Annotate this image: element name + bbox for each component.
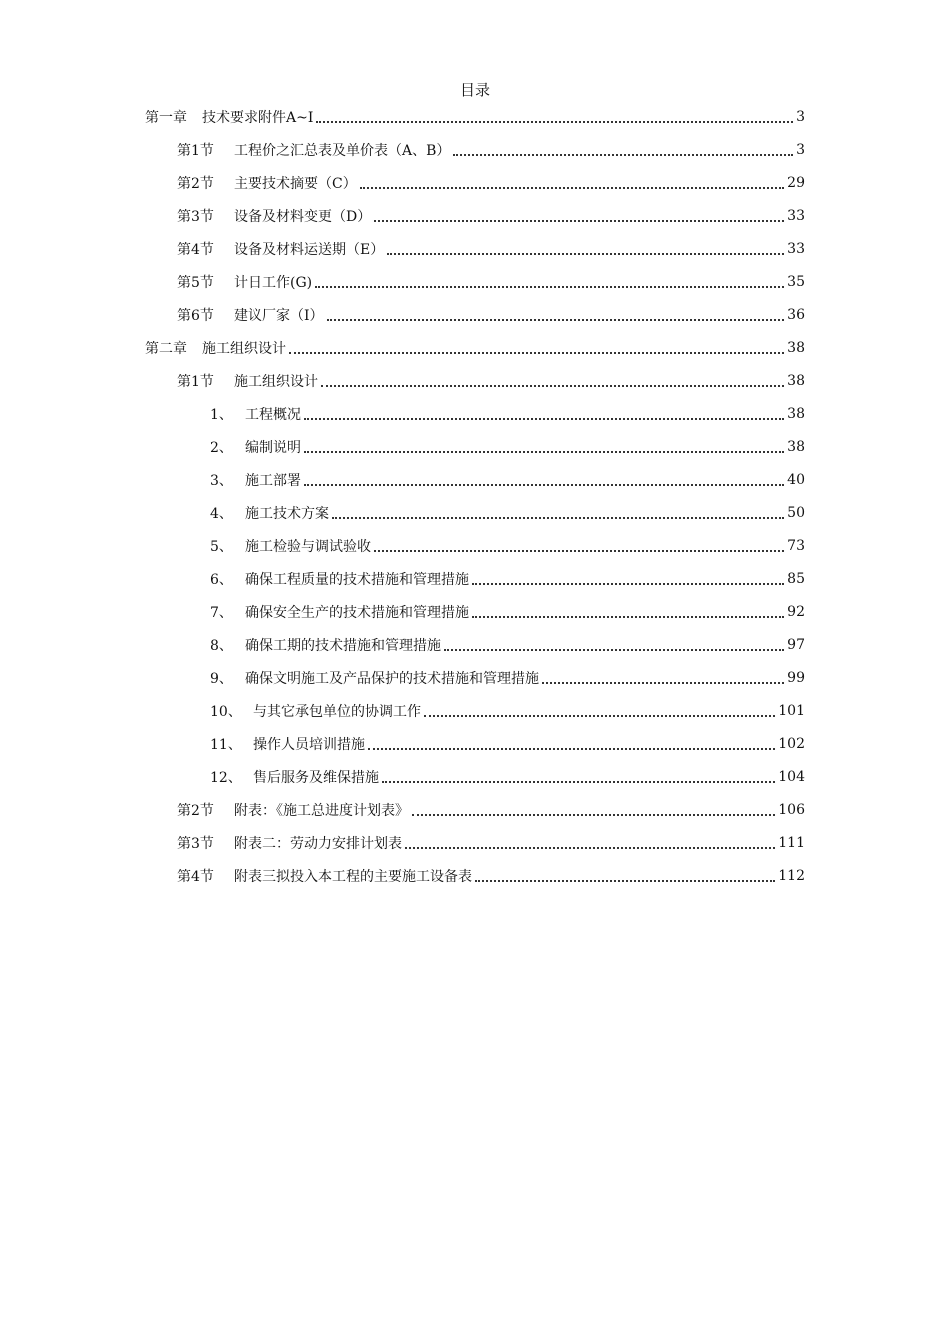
entry-page: 3 bbox=[796, 108, 805, 125]
entry-number: 9、 bbox=[210, 670, 233, 687]
entry-text: 附表三拟投入本工程的主要施工设备表 bbox=[234, 868, 472, 885]
entry-page: 3 bbox=[796, 141, 805, 158]
entry-text: 附表二：劳动力安排计划表 bbox=[234, 835, 402, 852]
dot-leader bbox=[360, 187, 784, 189]
entry-number: 第二章 bbox=[145, 340, 187, 357]
entry-page: 101 bbox=[778, 702, 805, 719]
entry-page: 50 bbox=[787, 504, 805, 521]
dot-leader bbox=[327, 319, 785, 321]
entry-text: 售后服务及维保措施 bbox=[253, 769, 379, 786]
dot-leader bbox=[316, 121, 793, 123]
entry-text: 操作人员培训措施 bbox=[253, 736, 365, 753]
entry-number: 第5节 bbox=[177, 274, 214, 291]
toc-entry[interactable] bbox=[210, 628, 805, 661]
entry-number: 第1节 bbox=[177, 373, 214, 390]
entry-number: 5、 bbox=[210, 538, 233, 555]
entry-number: 7、 bbox=[210, 604, 233, 621]
toc-title: 目录 bbox=[459, 81, 490, 99]
dot-leader bbox=[374, 220, 784, 222]
dot-leader bbox=[387, 253, 784, 255]
dot-leader bbox=[315, 286, 784, 288]
dot-leader bbox=[304, 484, 784, 486]
dot-leader bbox=[412, 814, 775, 816]
entry-number: 第一章 bbox=[145, 109, 187, 126]
entry-page: 102 bbox=[778, 735, 805, 752]
entry-number: 2、 bbox=[210, 439, 233, 456]
entry-page: 36 bbox=[787, 306, 805, 323]
entry-text: 技术要求附件A~I bbox=[202, 109, 314, 126]
entry-number: 第4节 bbox=[177, 868, 214, 885]
entry-page: 92 bbox=[787, 603, 805, 620]
entry-text: 施工检验与调试验收 bbox=[245, 538, 371, 555]
entry-page: 111 bbox=[778, 834, 805, 851]
toc-entry[interactable] bbox=[210, 760, 805, 793]
dot-leader bbox=[332, 517, 784, 519]
toc-entry[interactable] bbox=[177, 133, 805, 166]
entry-text: 施工组织设计 bbox=[202, 340, 286, 357]
entry-text: 设备及材料变更（D） bbox=[234, 208, 372, 225]
toc-entry[interactable] bbox=[177, 364, 805, 397]
dot-leader bbox=[368, 748, 775, 750]
entry-text: 与其它承包单位的协调工作 bbox=[253, 703, 421, 720]
dot-leader bbox=[424, 715, 775, 717]
dot-leader bbox=[472, 616, 784, 618]
entry-text: 确保工程质量的技术措施和管理措施 bbox=[245, 571, 469, 588]
entry-number: 第2节 bbox=[177, 175, 214, 192]
toc-entry[interactable] bbox=[210, 463, 805, 496]
toc-entry[interactable] bbox=[210, 595, 805, 628]
entry-number: 第1节 bbox=[177, 142, 214, 159]
entry-page: 38 bbox=[787, 438, 805, 455]
entry-number: 12、 bbox=[210, 769, 242, 786]
entry-number: 6、 bbox=[210, 571, 233, 588]
entry-number: 8、 bbox=[210, 637, 233, 654]
entry-text: 工程概况 bbox=[245, 406, 301, 423]
dot-leader bbox=[374, 550, 784, 552]
entry-text: 确保文明施工及产品保护的技术措施和管理措施 bbox=[245, 670, 539, 687]
entry-text: 附表：《施工总进度计划表》 bbox=[234, 802, 409, 819]
dot-leader bbox=[304, 418, 784, 420]
entry-page: 38 bbox=[787, 405, 805, 422]
dot-leader bbox=[304, 451, 784, 453]
toc-entry[interactable] bbox=[177, 298, 805, 331]
entry-page: 38 bbox=[787, 372, 805, 389]
entry-page: 112 bbox=[778, 867, 805, 884]
entry-number: 11、 bbox=[210, 736, 242, 753]
toc-entry[interactable] bbox=[210, 661, 805, 694]
entry-text: 确保安全生产的技术措施和管理措施 bbox=[245, 604, 469, 621]
entry-page: 38 bbox=[787, 339, 805, 356]
entry-page: 33 bbox=[787, 207, 805, 224]
entry-page: 40 bbox=[787, 471, 805, 488]
entry-number: 第6节 bbox=[177, 307, 214, 324]
entry-page: 97 bbox=[787, 636, 805, 653]
entry-page: 85 bbox=[787, 570, 805, 587]
toc-entry[interactable] bbox=[210, 496, 805, 529]
entry-page: 99 bbox=[787, 669, 805, 686]
toc-entry[interactable] bbox=[177, 265, 805, 298]
toc-entry[interactable] bbox=[210, 694, 805, 727]
entry-text: 确保工期的技术措施和管理措施 bbox=[245, 637, 441, 654]
entry-text: 主要技术摘要（C） bbox=[234, 175, 357, 192]
entry-text: 施工部署 bbox=[245, 472, 301, 489]
toc-entry[interactable] bbox=[210, 562, 805, 595]
entry-page: 106 bbox=[778, 801, 805, 818]
dot-leader bbox=[472, 583, 784, 585]
toc-entry[interactable] bbox=[210, 430, 805, 463]
toc-entry[interactable] bbox=[177, 859, 805, 892]
entry-number: 第3节 bbox=[177, 835, 214, 852]
dot-leader bbox=[475, 880, 775, 882]
toc-entry[interactable] bbox=[177, 232, 805, 265]
toc-entry[interactable] bbox=[145, 100, 805, 133]
toc-entry[interactable] bbox=[177, 199, 805, 232]
entry-number: 10、 bbox=[210, 703, 242, 720]
entry-number: 第4节 bbox=[177, 241, 214, 258]
entry-page: 104 bbox=[778, 768, 805, 785]
toc-entry[interactable] bbox=[177, 166, 805, 199]
dot-leader bbox=[321, 385, 784, 387]
entry-text: 编制说明 bbox=[245, 439, 301, 456]
dot-leader bbox=[542, 682, 784, 684]
dot-leader bbox=[289, 352, 784, 354]
dot-leader bbox=[453, 154, 793, 156]
entry-number: 4、 bbox=[210, 505, 233, 522]
entry-text: 建议厂家（I） bbox=[234, 307, 324, 324]
entry-page: 73 bbox=[787, 537, 805, 554]
toc-entry[interactable] bbox=[210, 397, 805, 430]
entry-number: 第2节 bbox=[177, 802, 214, 819]
dot-leader bbox=[405, 847, 775, 849]
entry-page: 29 bbox=[787, 174, 805, 191]
entry-text: 施工组织设计 bbox=[234, 373, 318, 390]
entry-number: 第3节 bbox=[177, 208, 214, 225]
entry-number: 3、 bbox=[210, 472, 233, 489]
entry-page: 35 bbox=[787, 273, 805, 290]
dot-leader bbox=[382, 781, 775, 783]
entry-text: 施工技术方案 bbox=[245, 505, 329, 522]
toc-entry[interactable] bbox=[210, 727, 805, 760]
toc-entry[interactable] bbox=[210, 529, 805, 562]
entry-text: 工程价之汇总表及单价表（A、B） bbox=[234, 142, 451, 159]
entry-number: 1、 bbox=[210, 406, 233, 423]
entry-text: 设备及材料运送期（E） bbox=[234, 241, 385, 258]
entry-text: 计日工作(G) bbox=[234, 274, 313, 291]
toc-entry[interactable] bbox=[145, 331, 805, 364]
dot-leader bbox=[444, 649, 784, 651]
toc-entry[interactable] bbox=[177, 793, 805, 826]
toc-entry[interactable] bbox=[177, 826, 805, 859]
entry-page: 33 bbox=[787, 240, 805, 257]
